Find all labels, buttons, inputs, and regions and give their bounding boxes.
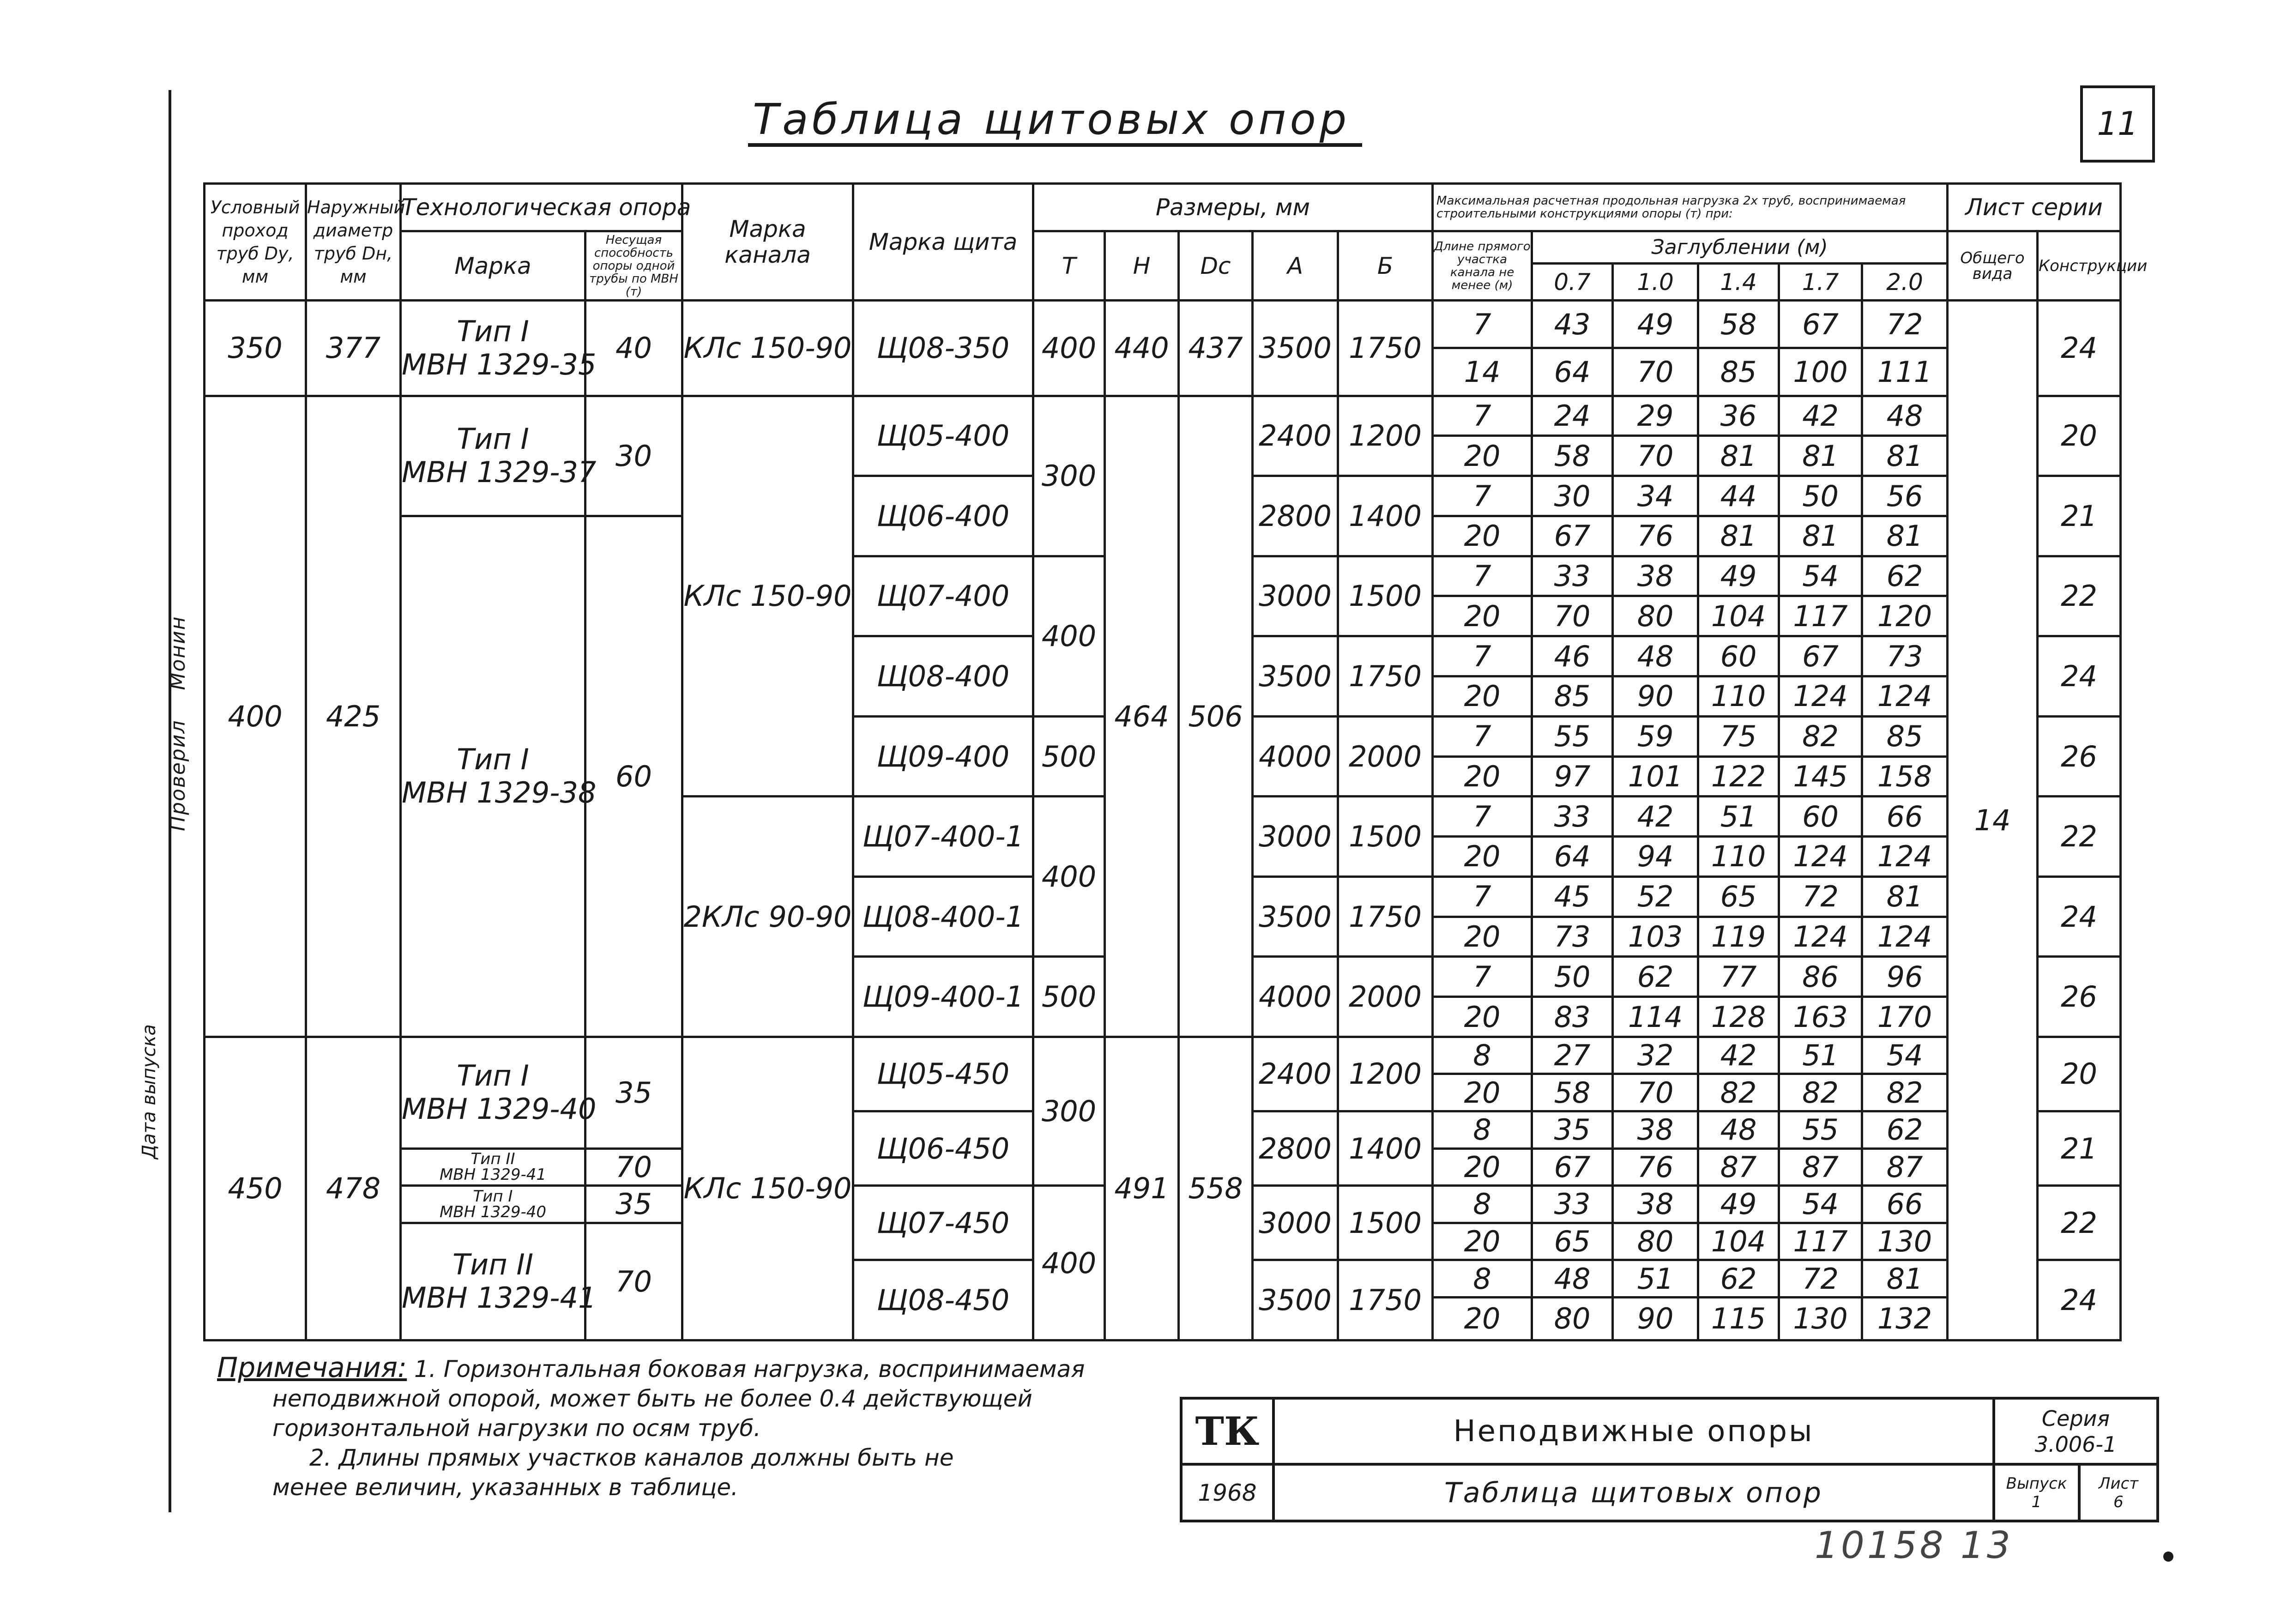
cell-tech-mark: Тип I МВН 1329-40 [401,1037,585,1148]
cell-load: 54 [1779,1186,1862,1223]
cell-A: 2400 [1253,1037,1338,1111]
cell-T: 400 [1033,1186,1105,1340]
cell-load: 124 [1779,837,1862,877]
cell-load: 72 [1779,876,1862,917]
cell-load: 117 [1779,596,1862,636]
cell-load: 58 [1532,436,1613,476]
cell-shield: Щ09-400 [853,716,1033,797]
dot-mark [2163,1552,2173,1562]
cell-tech-mark: Тип II МВН 1329-41 [401,1223,585,1340]
stamp-series: Серия 3.006-1 [1994,1398,2158,1464]
cell-constructions: 24 [2038,876,2121,957]
cell-load: 81 [1779,516,1862,556]
cell-T: 400 [1033,556,1105,716]
table-row [205,1037,2121,1074]
cell-load: 70 [1613,348,1698,396]
cell-load: 62 [1862,556,1948,596]
cell-load: 62 [1613,957,1698,997]
cell-load: 80 [1613,596,1698,636]
cell-load: 81 [1779,436,1862,476]
cell-load: 49 [1698,556,1779,596]
header-dy: Условный проход труб Dу, мм [205,184,306,301]
header-min-length: Длине прямого участка канала не менее (м) [1433,231,1532,301]
cell-length: 8 [1433,1037,1532,1074]
header-depth-14: 1.4 [1698,264,1779,301]
cell-load: 110 [1698,837,1779,877]
cell-load: 110 [1698,676,1779,717]
cell-load: 81 [1862,876,1948,917]
cell-load: 115 [1698,1297,1779,1340]
cell-load: 64 [1532,348,1613,396]
title-underline [748,143,1362,147]
cell-A: 3500 [1253,876,1338,957]
cell-load: 52 [1613,876,1698,917]
cell-load: 82 [1779,716,1862,756]
header-depth: Заглублении (м) [1532,231,1948,264]
cell-load: 24 [1532,396,1613,436]
cell-load: 81 [1862,516,1948,556]
cell-channel: КЛс 150-90 [682,1037,853,1340]
cell-load: 82 [1698,1074,1779,1111]
cell-length: 7 [1433,797,1532,837]
cell-A: 3000 [1253,1186,1338,1260]
stamp-title-sub: Таблица щитовых опор [1273,1464,1994,1521]
cell-length: 20 [1433,1074,1532,1111]
cell-load: 58 [1698,301,1779,348]
cell-channel: 2КЛс 90-90 [682,797,853,1037]
header-depth-17: 1.7 [1779,264,1862,301]
cell-load: 124 [1862,917,1948,957]
cell-tech-mark: Тип I МВН 1329-35 [401,301,585,396]
cell-constructions: 24 [2038,636,2121,717]
cell-length: 8 [1433,1186,1532,1223]
cell-length: 7 [1433,876,1532,917]
header-series-sheet: Лист серии [1948,184,2121,231]
cell-length: 7 [1433,396,1532,436]
cell-load: 70 [1613,1074,1698,1111]
cell-load: 48 [1532,1260,1613,1298]
cell-A: 4000 [1253,957,1338,1037]
cell-load: 66 [1862,797,1948,837]
note-2-line-b: менее величин, указанных в таблице. [272,1474,738,1501]
cell-load: 42 [1613,797,1698,837]
table-row [205,396,2121,436]
cell-load: 55 [1532,716,1613,756]
cell-shield: Щ05-450 [853,1037,1033,1111]
cell-length: 20 [1433,917,1532,957]
cell-load: 72 [1779,1260,1862,1298]
cell-load: 82 [1779,1074,1862,1111]
cell-load: 83 [1532,997,1613,1037]
cell-Dc: 506 [1179,396,1253,1037]
header-channel-mark: Марка канала [682,184,853,301]
cell-length: 20 [1433,837,1532,877]
cell-capacity: 70 [585,1148,682,1186]
cell-load: 67 [1532,1148,1613,1186]
cell-load: 100 [1779,348,1862,396]
cell-load: 48 [1862,396,1948,436]
cell-constructions: 26 [2038,716,2121,797]
notes-title: Примечания: [217,1352,407,1384]
cell-capacity: 60 [585,516,682,1037]
cell-load: 60 [1779,797,1862,837]
header-B: Б [1338,231,1433,301]
cell-B: 1500 [1338,1186,1433,1260]
cell-length: 20 [1433,676,1532,717]
cell-load: 76 [1613,1148,1698,1186]
cell-constructions: 21 [2038,476,2121,556]
header-dn: Наружный диаметр труб Dн, мм [306,184,401,301]
cell-load: 66 [1862,1186,1948,1223]
cell-length: 7 [1433,716,1532,756]
cell-Dc: 558 [1179,1037,1253,1340]
header-H: Н [1105,231,1179,301]
cell-B: 2000 [1338,716,1433,797]
cell-length: 7 [1433,301,1532,348]
cell-load: 73 [1862,636,1948,676]
cell-load: 51 [1698,797,1779,837]
cell-load: 51 [1613,1260,1698,1298]
cell-load: 111 [1862,348,1948,396]
cell-load: 72 [1862,301,1948,348]
cell-B: 1750 [1338,876,1433,957]
cell-length: 20 [1433,436,1532,476]
cell-A: 2400 [1253,396,1338,476]
cell-load: 50 [1532,957,1613,997]
note-1-line-c: горизонтальной нагрузки по осям труб. [272,1415,761,1442]
cell-load: 81 [1698,436,1779,476]
cell-dn: 377 [306,301,401,396]
cell-load: 55 [1779,1111,1862,1149]
cell-shield: Щ06-400 [853,476,1033,556]
cell-load: 104 [1698,1223,1779,1260]
cell-T: 300 [1033,396,1105,556]
header-tech-mark: Марка [401,231,585,301]
cell-length: 7 [1433,957,1532,997]
cell-load: 132 [1862,1297,1948,1340]
cell-constructions: 22 [2038,1186,2121,1260]
cell-A: 3000 [1253,797,1338,877]
cell-load: 35 [1532,1111,1613,1149]
cell-length: 20 [1433,516,1532,556]
cell-length: 20 [1433,596,1532,636]
cell-load: 85 [1532,676,1613,717]
cell-load: 27 [1532,1037,1613,1074]
cell-load: 46 [1532,636,1613,676]
cell-load: 85 [1698,348,1779,396]
cell-load: 67 [1779,301,1862,348]
cell-B: 1750 [1338,301,1433,396]
cell-load: 122 [1698,756,1779,797]
cell-load: 51 [1779,1037,1862,1074]
cell-load: 128 [1698,997,1779,1037]
cell-channel: КЛс 150-90 [682,396,853,797]
cell-load: 81 [1862,436,1948,476]
cell-load: 87 [1779,1148,1862,1186]
cell-load: 32 [1613,1037,1698,1074]
cell-load: 114 [1613,997,1698,1037]
cell-load: 49 [1698,1186,1779,1223]
cell-load: 97 [1532,756,1613,797]
cell-T: 300 [1033,1037,1105,1185]
cell-dy: 450 [205,1037,306,1340]
cell-B: 1400 [1338,476,1433,556]
cell-shield: Щ06-450 [853,1111,1033,1186]
cell-load: 87 [1698,1148,1779,1186]
cell-capacity: 35 [585,1186,682,1223]
cell-length: 20 [1433,997,1532,1037]
cell-constructions: 22 [2038,556,2121,636]
cell-load: 130 [1862,1223,1948,1260]
cell-dn: 425 [306,396,401,1037]
cell-load: 158 [1862,756,1948,797]
cell-load: 75 [1698,716,1779,756]
cell-load: 56 [1862,476,1948,516]
cell-load: 60 [1698,636,1779,676]
note-1-line-b: неподвижной опорой, может быть не более 0.4 действующей [272,1385,1032,1412]
cell-load: 50 [1779,476,1862,516]
cell-load: 104 [1698,596,1779,636]
margin-label-checked: Проверил Монин [166,616,190,831]
cell-dy: 350 [205,301,306,396]
cell-load: 65 [1532,1223,1613,1260]
cell-tech-mark: Тип I МВН 1329-37 [401,396,585,516]
cell-load: 59 [1613,716,1698,756]
cell-load: 117 [1779,1223,1862,1260]
cell-A: 3500 [1253,301,1338,396]
cell-T: 400 [1033,301,1105,396]
cell-length: 8 [1433,1111,1532,1149]
cell-length: 7 [1433,636,1532,676]
cell-load: 36 [1698,396,1779,436]
cell-load: 76 [1613,516,1698,556]
cell-load: 124 [1862,676,1948,717]
cell-load: 81 [1862,1260,1948,1298]
cell-load: 45 [1532,876,1613,917]
cell-shield: Щ08-400 [853,636,1033,717]
cell-B: 1200 [1338,396,1433,476]
cell-shield: Щ07-450 [853,1186,1033,1260]
cell-A: 2800 [1253,476,1338,556]
cell-load: 49 [1613,301,1698,348]
cell-B: 1400 [1338,1111,1433,1186]
cell-load: 44 [1698,476,1779,516]
cell-A: 3500 [1253,1260,1338,1340]
stamp-sheet: Лист 6 [2079,1464,2158,1521]
stamp-issue: Выпуск 1 [1994,1464,2079,1521]
cell-constructions: 26 [2038,957,2121,1037]
cell-load: 29 [1613,396,1698,436]
cell-length: 7 [1433,556,1532,596]
note-2-line-a: 2. Длины прямых участков каналов должны быть не [309,1444,954,1471]
cell-T: 500 [1033,716,1105,797]
page-title: Таблица щитовых опор [753,95,1351,144]
cell-capacity: 30 [585,396,682,516]
cell-dn: 478 [306,1037,401,1340]
cell-load: 170 [1862,997,1948,1037]
cell-load: 38 [1613,1111,1698,1149]
cell-load: 58 [1532,1074,1613,1111]
cell-constructions: 24 [2038,1260,2121,1340]
cell-load: 130 [1779,1297,1862,1340]
cell-load: 64 [1532,837,1613,877]
cell-H: 440 [1105,301,1179,396]
cell-tech-mark: Тип II МВН 1329-41 [401,1148,585,1186]
cell-load: 82 [1862,1074,1948,1111]
cell-load: 62 [1862,1111,1948,1149]
cell-load: 124 [1779,676,1862,717]
cell-load: 65 [1698,876,1779,917]
cell-constructions: 24 [2038,301,2121,396]
cell-capacity: 70 [585,1223,682,1340]
cell-load: 94 [1613,837,1698,877]
cell-load: 67 [1779,636,1862,676]
header-sizes: Размеры, мм [1033,184,1433,231]
cell-load: 42 [1779,396,1862,436]
sheet-number: 11 [2080,85,2155,163]
cell-load: 77 [1698,957,1779,997]
cell-load: 33 [1532,1186,1613,1223]
cell-shield: Щ08-350 [853,301,1033,396]
cell-shield: Щ07-400 [853,556,1033,636]
header-depth-10: 1.0 [1613,264,1698,301]
cell-capacity: 35 [585,1037,682,1148]
cell-load: 54 [1862,1037,1948,1074]
cell-load: 33 [1532,797,1613,837]
cell-load: 101 [1613,756,1698,797]
cell-load: 87 [1862,1148,1948,1186]
cell-T: 400 [1033,797,1105,957]
cell-load: 62 [1698,1260,1779,1298]
cell-shield: Щ08-400-1 [853,876,1033,957]
cell-load: 73 [1532,917,1613,957]
cell-load: 48 [1613,636,1698,676]
cell-load: 48 [1698,1111,1779,1149]
note-1-line-a: 1. Горизонтальная боковая нагрузка, воспринимаемая [414,1356,1085,1383]
cell-load: 80 [1613,1223,1698,1260]
cell-capacity: 40 [585,301,682,396]
cell-load: 70 [1613,436,1698,476]
cell-tech-mark: Тип I МВН 1329-40 [401,1186,585,1223]
cell-channel: КЛс 150-90 [682,301,853,396]
header-capacity: Несущая способность опоры одной трубы по МВН (т) [585,231,682,301]
cell-A: 4000 [1253,716,1338,797]
header-depth-07: 0.7 [1532,264,1613,301]
cell-shield: Щ08-450 [853,1260,1033,1340]
cell-load: 90 [1613,1297,1698,1340]
cell-load: 42 [1698,1037,1779,1074]
cell-dy: 400 [205,396,306,1037]
cell-load: 43 [1532,301,1613,348]
cell-load: 120 [1862,596,1948,636]
cell-length: 14 [1433,348,1532,396]
cell-load: 34 [1613,476,1698,516]
cell-B: 1750 [1338,1260,1433,1340]
cell-B: 1750 [1338,636,1433,717]
cell-length: 20 [1433,756,1532,797]
cell-B: 2000 [1338,957,1433,1037]
supports-table [203,182,2148,1341]
cell-T: 500 [1033,957,1105,1037]
cell-load: 86 [1779,957,1862,997]
cell-length: 20 [1433,1148,1532,1186]
table-row [205,301,2121,348]
header-T: Т [1033,231,1105,301]
cell-shield: Щ07-400-1 [853,797,1033,877]
cell-constructions: 22 [2038,797,2121,877]
cell-load: 54 [1779,556,1862,596]
cell-A: 3000 [1253,556,1338,636]
header-constructions: Конструкции [2038,231,2121,301]
cell-constructions: 20 [2038,396,2121,476]
tk-logo: ТК [1181,1398,1273,1464]
notes-block [217,1353,1187,1502]
header-max-load: Максимальная расчетная продольная нагрузка 2х труб, воспринимаемая строительными конструкциями опоры (т) при: [1433,184,1948,231]
cell-H: 491 [1105,1037,1179,1340]
header-Dc: Dс [1179,231,1253,301]
cell-tech-mark: Тип I МВН 1329-38 [401,516,585,1037]
cell-load: 124 [1862,837,1948,877]
cell-B: 1500 [1338,556,1433,636]
cell-B: 1500 [1338,797,1433,877]
cell-load: 96 [1862,957,1948,997]
margin-label-date: Дата выпуска [139,1024,160,1159]
header-shield-mark: Марка щита [853,184,1033,301]
header-tech-support: Технологическая опора [401,184,682,231]
cell-load: 80 [1532,1297,1613,1340]
cell-load: 124 [1779,917,1862,957]
cell-load: 30 [1532,476,1613,516]
header-depth-20: 2.0 [1862,264,1948,301]
cell-shield: Щ09-400-1 [853,957,1033,1037]
cell-shield: Щ05-400 [853,396,1033,476]
cell-length: 20 [1433,1223,1532,1260]
cell-Dc: 437 [1179,301,1253,396]
cell-load: 81 [1698,516,1779,556]
cell-constructions: 21 [2038,1111,2121,1186]
stamp-year: 1968 [1181,1464,1273,1521]
header-general-view: Общего вида [1948,231,2038,301]
cell-load: 103 [1613,917,1698,957]
cell-A: 2800 [1253,1111,1338,1186]
cell-load: 145 [1779,756,1862,797]
cell-H: 464 [1105,396,1179,1037]
title-block [1180,1397,2159,1522]
cell-constructions: 20 [2038,1037,2121,1111]
header-A: А [1253,231,1338,301]
document-number: 10158 13 [1815,1524,2013,1567]
cell-B: 1200 [1338,1037,1433,1111]
cell-load: 119 [1698,917,1779,957]
stamp-title-main: Неподвижные опоры [1273,1398,1994,1464]
cell-length: 7 [1433,476,1532,516]
cell-load: 85 [1862,716,1948,756]
cell-load: 70 [1532,596,1613,636]
cell-load: 38 [1613,1186,1698,1223]
cell-load: 67 [1532,516,1613,556]
cell-length: 8 [1433,1260,1532,1298]
cell-load: 33 [1532,556,1613,596]
cell-A: 3500 [1253,636,1338,717]
cell-load: 90 [1613,676,1698,717]
cell-load: 163 [1779,997,1862,1037]
cell-length: 20 [1433,1297,1532,1340]
cell-general-view: 14 [1948,301,2038,1340]
cell-load: 38 [1613,556,1698,596]
